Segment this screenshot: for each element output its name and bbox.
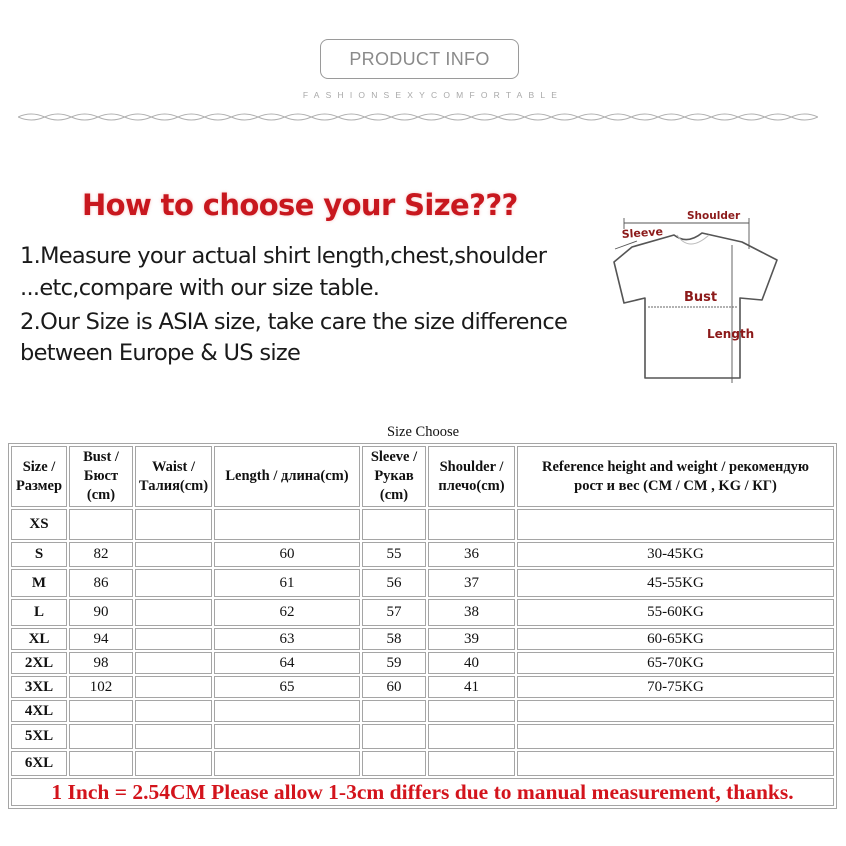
cell-size: L: [11, 599, 67, 626]
cell-length: 64: [214, 652, 360, 674]
cell-sleeve: 55: [362, 542, 426, 567]
cell-reference: 70-75KG: [517, 676, 834, 698]
cell-size: 2XL: [11, 652, 67, 674]
table-row: [11, 509, 834, 540]
cell-size: XS: [11, 509, 67, 540]
diagram-label-sleeve: Sleeve: [621, 225, 664, 241]
guide-line-3: 2.Our Size is ASIA size, take care the size difference: [20, 309, 568, 335]
product-info-banner: [320, 39, 519, 79]
guide-line-1: 1.Measure your actual shirt length,chest,shoulder: [20, 243, 547, 269]
table-row: [11, 700, 834, 722]
cell-waist: [135, 676, 212, 698]
table-row: [11, 569, 834, 597]
cell-bust: [69, 509, 133, 540]
cell-size: 4XL: [11, 700, 67, 722]
diagram-label-bust: Bust: [684, 290, 718, 305]
brand-tagline: FASHIONSEXYCOMFORTABLE: [302, 90, 564, 100]
cell-shoulder: 40: [428, 652, 515, 674]
cell-sleeve: [362, 724, 426, 749]
cell-length: [214, 509, 360, 540]
cell-length: [214, 724, 360, 749]
cell-reference: [517, 700, 834, 722]
cell-bust: 98: [69, 652, 133, 674]
cell-size: M: [11, 569, 67, 597]
table-row: [11, 628, 834, 650]
cell-sleeve: 59: [362, 652, 426, 674]
header-length: Length / длина(cm): [214, 446, 360, 507]
cell-length: 60: [214, 542, 360, 567]
cell-length: [214, 700, 360, 722]
cell-reference: 60-65KG: [517, 628, 834, 650]
cell-length: 61: [214, 569, 360, 597]
cell-size: 5XL: [11, 724, 67, 749]
table-row: [11, 652, 834, 674]
cell-reference: 30-45KG: [517, 542, 834, 567]
cell-waist: [135, 542, 212, 567]
cell-reference: [517, 724, 834, 749]
cell-shoulder: 39: [428, 628, 515, 650]
cell-waist: [135, 599, 212, 626]
cell-waist: [135, 652, 212, 674]
cell-bust: 90: [69, 599, 133, 626]
table-row: [11, 599, 834, 626]
guide-line-4: between Europe & US size: [20, 340, 301, 366]
size-table: [8, 443, 837, 809]
cell-length: 63: [214, 628, 360, 650]
cell-sleeve: 60: [362, 676, 426, 698]
cell-reference: 55-60KG: [517, 599, 834, 626]
cell-reference: 45-55KG: [517, 569, 834, 597]
cell-bust: [69, 724, 133, 749]
cell-bust: 82: [69, 542, 133, 567]
cell-waist: [135, 509, 212, 540]
header-reference: Reference height and weight / рекомендую рост и вес (CM / CM , KG / КГ): [517, 446, 834, 507]
diagram-label-shoulder: Shoulder: [687, 210, 741, 222]
cell-waist: [135, 751, 212, 776]
tshirt-measurement-diagram-icon: [612, 205, 792, 385]
cell-size: 6XL: [11, 751, 67, 776]
cell-bust: [69, 751, 133, 776]
cell-bust: 86: [69, 569, 133, 597]
cell-waist: [135, 700, 212, 722]
cell-sleeve: [362, 509, 426, 540]
cell-size: XL: [11, 628, 67, 650]
cell-waist: [135, 628, 212, 650]
cell-shoulder: [428, 509, 515, 540]
table-footer-row: [11, 778, 834, 806]
header-sleeve: Sleeve / Рукав (cm): [362, 446, 426, 507]
cell-length: 65: [214, 676, 360, 698]
cell-shoulder: 41: [428, 676, 515, 698]
cell-waist: [135, 569, 212, 597]
cell-shoulder: 38: [428, 599, 515, 626]
cell-shoulder: [428, 724, 515, 749]
cell-shoulder: 37: [428, 569, 515, 597]
cell-bust: [69, 700, 133, 722]
cell-shoulder: 36: [428, 542, 515, 567]
cell-size: 3XL: [11, 676, 67, 698]
cell-sleeve: [362, 700, 426, 722]
wave-divider-icon: [18, 111, 818, 123]
cell-length: 62: [214, 599, 360, 626]
diagram-label-length: Length: [707, 327, 755, 341]
cell-sleeve: 56: [362, 569, 426, 597]
guide-line-2: ...etc,compare with our size table.: [20, 275, 380, 301]
table-row: [11, 542, 834, 567]
header-waist: Waist / Талия(cm): [135, 446, 212, 507]
cell-bust: 102: [69, 676, 133, 698]
cell-shoulder: [428, 700, 515, 722]
size-guide-heading: How to choose your Size???: [82, 188, 518, 222]
measurement-note: 1 Inch = 2.54CM Please allow 1-3cm differs due to manual measurement, thanks.: [11, 778, 834, 806]
cell-reference: 65-70KG: [517, 652, 834, 674]
table-header-row: [11, 446, 834, 507]
cell-sleeve: 58: [362, 628, 426, 650]
cell-reference: [517, 751, 834, 776]
size-table-caption: Size Choose: [386, 424, 460, 440]
table-row: [11, 676, 834, 698]
cell-waist: [135, 724, 212, 749]
cell-bust: 94: [69, 628, 133, 650]
header-bust: Bust / Бюст (cm): [69, 446, 133, 507]
cell-shoulder: [428, 751, 515, 776]
cell-length: [214, 751, 360, 776]
table-row: [11, 724, 834, 749]
table-row: [11, 751, 834, 776]
cell-sleeve: 57: [362, 599, 426, 626]
header-shoulder: Shoulder / плечо(cm): [428, 446, 515, 507]
cell-sleeve: [362, 751, 426, 776]
cell-size: S: [11, 542, 67, 567]
header-size: Size / Размер: [11, 446, 67, 507]
cell-reference: [517, 509, 834, 540]
product-info-title: PRODUCT INFO: [349, 48, 490, 69]
